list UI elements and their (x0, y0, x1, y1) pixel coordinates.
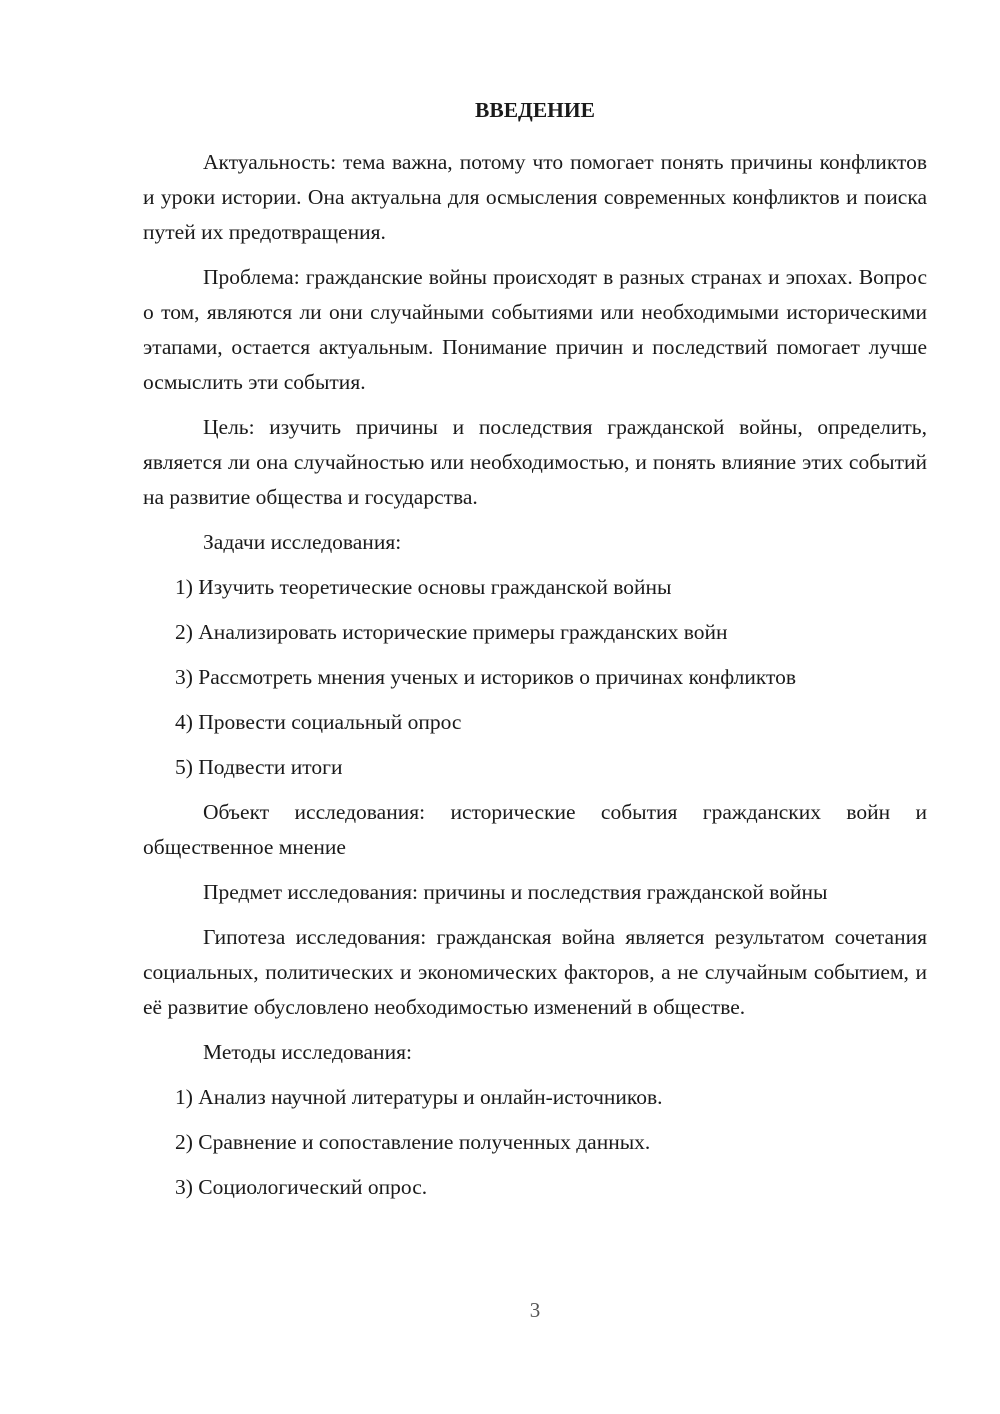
task-item: 3) Рассмотреть мнения ученых и историков о причинах конфликтов (175, 665, 797, 689)
methods-list (143, 1080, 927, 1205)
document-title: ВВЕДЕНИЕ (475, 98, 595, 122)
task-item: 2) Анализировать исторические примеры гражданских войн (175, 620, 728, 644)
goal-paragraph: Цель: изучить причины и последствия гражданской войны, определить, является ли она случайностью или необходимостью, и понять влияние этих событий на развитие общества и государства. (143, 415, 927, 509)
method-item: 3) Социологический опрос. (175, 1175, 428, 1199)
object-paragraph: Объект исследования: исторические события гражданских войн и общественное мнение (143, 800, 927, 859)
document-page (143, 95, 927, 1215)
method-item: 1) Анализ научной литературы и онлайн-источников. (175, 1085, 663, 1109)
problem-paragraph: Проблема: гражданские войны происходят в разных странах и эпохах. Вопрос о том, являются ли они случайными событиями или необходимыми историческими этапами, остается актуальным. Понимание причин и последствий помогает лучше осмыслить эти события. (143, 265, 927, 394)
method-item: 2) Сравнение и сопоставление полученных данных. (175, 1130, 651, 1154)
methods-heading: Методы исследования: (203, 1040, 412, 1064)
task-item: 5) Подвести итоги (175, 755, 343, 779)
task-item: 4) Провести социальный опрос (175, 710, 462, 734)
subject-paragraph: Предмет исследования: причины и последствия гражданской войны (203, 880, 828, 904)
task-item: 1) Изучить теоретические основы гражданской войны (175, 575, 672, 599)
page-number: 3 (529, 1298, 541, 1322)
relevance-paragraph: Актуальность: тема важна, потому что помогает понять причины конфликтов и уроки истории. Она актуальна для осмысления современных конфликтов и поиска путей их предотвращения. (143, 150, 927, 244)
tasks-heading: Задачи исследования: (203, 530, 402, 554)
hypothesis-paragraph: Гипотеза исследования: гражданская война является результатом сочетания социальных, политических и экономических факторов, а не случайным событием, и её развитие обусловлено необходимостью изменений в обществе. (143, 925, 927, 1019)
tasks-list (143, 570, 927, 785)
